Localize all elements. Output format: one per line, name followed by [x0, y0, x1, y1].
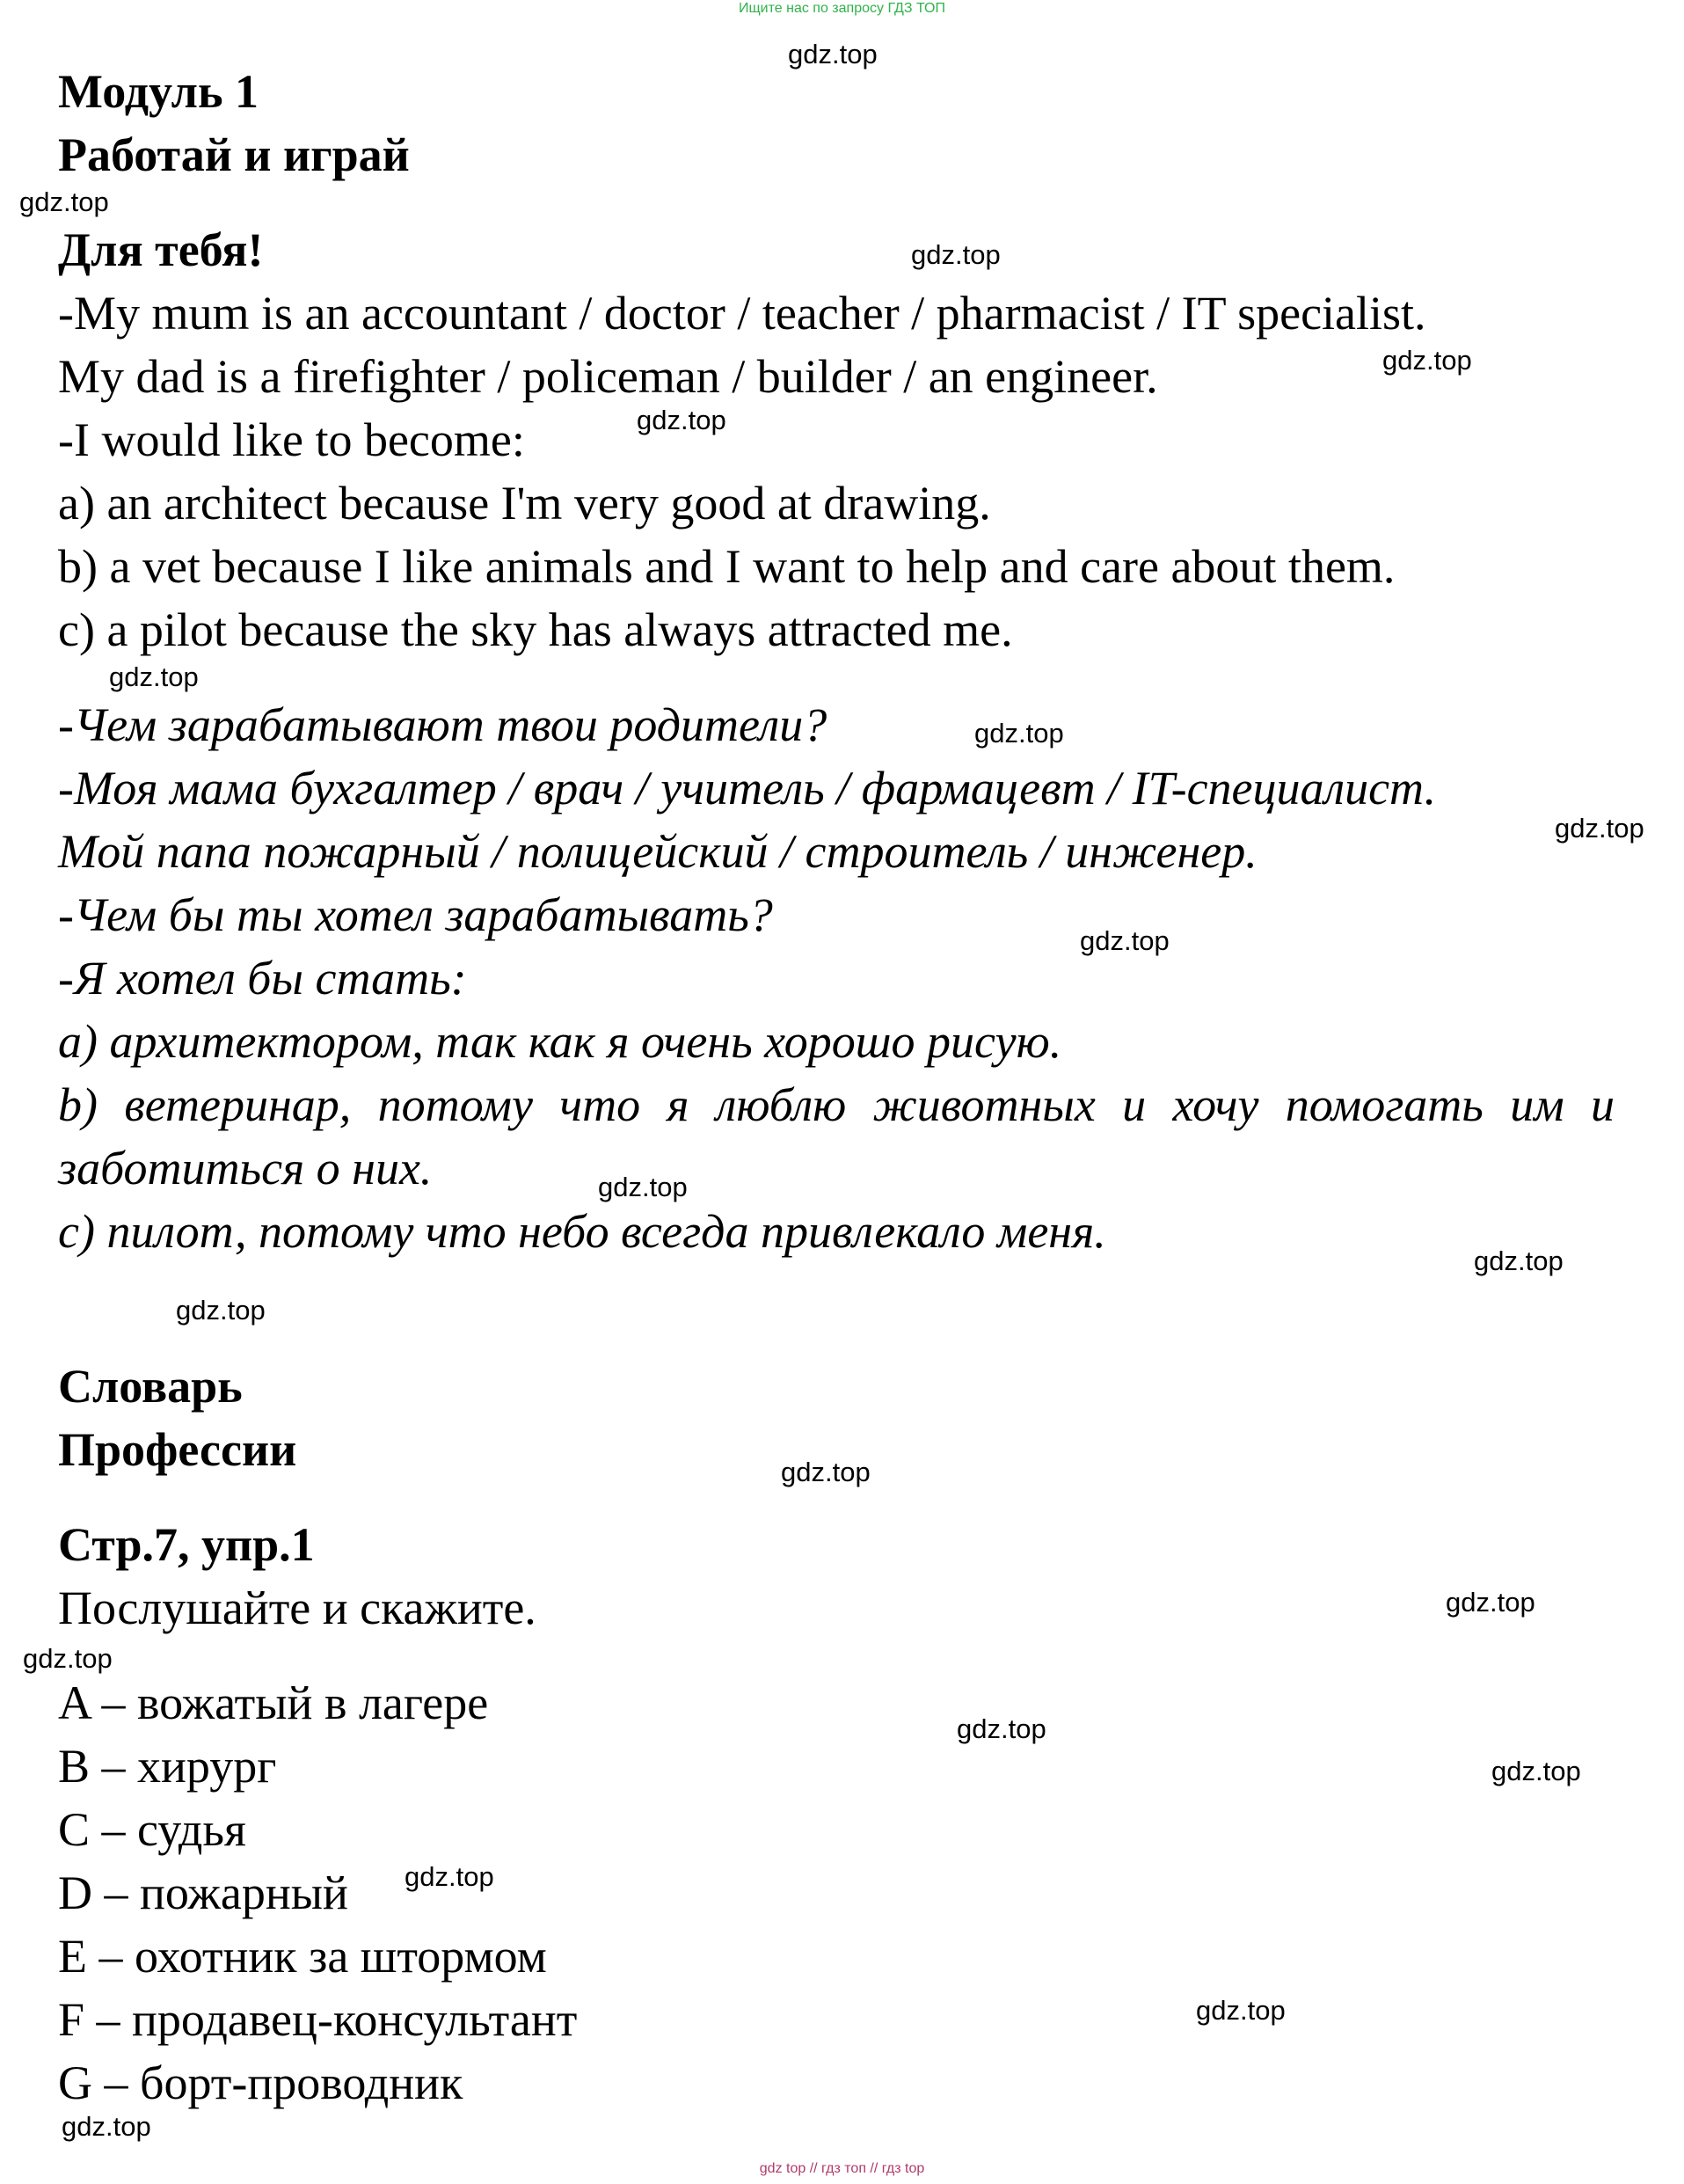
watermark: gdz.top	[788, 39, 878, 69]
en-line-1: -My mum is an accountant / doctor / teacher / pharmacist / IT specialist.	[58, 287, 1426, 340]
watermark: gdz.top	[957, 1713, 1046, 1744]
vocabulary-heading: Словарь	[58, 1360, 243, 1413]
ru-line-9: с) пилот, потому что небо всегда привлекало меня.	[58, 1205, 1106, 1258]
top-banner: Ищите нас по запросу ГДЗ ТОП	[739, 1, 945, 16]
watermark: gdz.top	[405, 1861, 494, 1892]
watermark: gdz.top	[781, 1457, 871, 1487]
watermark: gdz.top	[598, 1172, 688, 1202]
watermark: gdz.top	[974, 718, 1064, 749]
watermark: gdz.top	[1491, 1756, 1581, 1786]
exercise-item-d: D – пожарный	[58, 1866, 348, 1919]
ru-line-3: Мой папа пожарный / полицейский / строитель / инженер.	[58, 825, 1258, 878]
ru-line-4: -Чем бы ты хотел зарабатывать?	[58, 888, 773, 941]
for-you-heading: Для тебя!	[58, 223, 264, 276]
watermark: gdz.top	[1555, 813, 1644, 844]
exercise-item-c: C – судья	[58, 1803, 246, 1856]
ru-line-8: заботиться о них.	[58, 1142, 433, 1194]
footer-banner: gdz top // гдз топ // гдз top	[759, 2161, 925, 2176]
watermark: gdz.top	[109, 661, 199, 692]
watermark: gdz.top	[911, 239, 1001, 270]
module-title: Модуль 1	[58, 65, 259, 118]
watermark: gdz.top	[637, 405, 726, 435]
exercise-item-b: B – хирург	[58, 1740, 277, 1793]
exercise-item-g: G – борт-проводник	[58, 2056, 463, 2109]
watermark: gdz.top	[19, 186, 109, 217]
watermark: gdz.top	[1080, 925, 1170, 956]
exercise-item-a: A – вожатый в лагере	[58, 1676, 489, 1729]
exercise-heading: Стр.7, упр.1	[58, 1518, 315, 1571]
en-line-5: b) a vet because I like animals and I want to help and care about them.	[58, 540, 1396, 593]
watermark: gdz.top	[176, 1295, 266, 1326]
ru-line-2: -Моя мама бухгалтер / врач / учитель / фармацевт / IT-специалист.	[58, 762, 1437, 814]
watermark: gdz.top	[62, 2111, 151, 2142]
watermark: gdz.top	[1382, 345, 1472, 376]
watermark: gdz.top	[23, 1643, 113, 1674]
ru-line-6: а) архитектором, так как я очень хорошо рисую.	[58, 1015, 1062, 1068]
ru-line-5: -Я хотел бы стать:	[58, 952, 467, 1004]
ru-line-7: b) ветеринар, потому что я люблю животных и хочу помогать им и	[58, 1078, 1615, 1131]
exercise-item-e: E – охотник за штормом	[58, 1930, 547, 1983]
watermark: gdz.top	[1474, 1245, 1564, 1276]
watermark: gdz.top	[1196, 1995, 1286, 2026]
en-line-6: c) a pilot because the sky has always attracted me.	[58, 603, 1013, 656]
module-subtitle: Работай и играй	[58, 128, 410, 181]
vocabulary-subheading: Профессии	[58, 1423, 297, 1476]
en-line-2: My dad is a firefighter / policeman / builder / an engineer.	[58, 350, 1158, 403]
en-line-4: a) an architect because I'm very good at drawing.	[58, 477, 991, 530]
exercise-item-f: F – продавец-консультант	[58, 1993, 578, 2046]
en-line-3: -I would like to become:	[58, 413, 525, 466]
ru-line-1: -Чем зарабатывают твои родители?	[58, 698, 827, 751]
exercise-instruction: Послушайте и скажите.	[58, 1581, 536, 1634]
watermark: gdz.top	[1446, 1587, 1535, 1618]
